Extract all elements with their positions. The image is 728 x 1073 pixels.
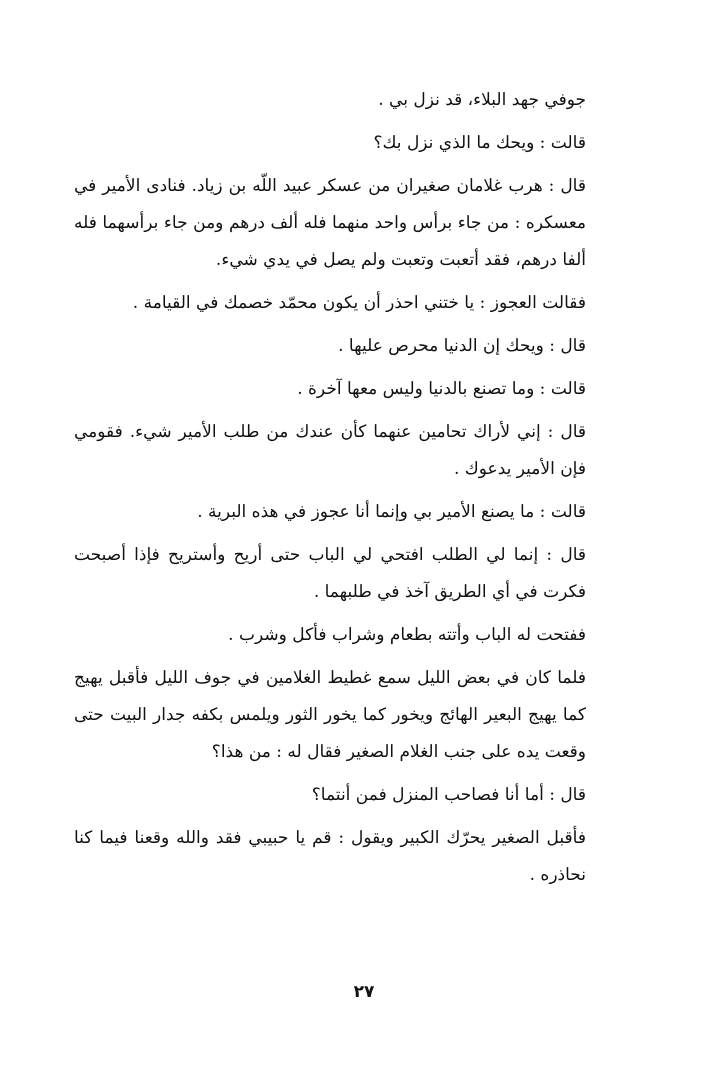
paragraph: فلما كان في بعض الليل سمع غطيط الغلامين في جوف الليل فأقبل يهيج كما يهيج البعير الهائج ويخور كما يخور الثور ويلمس بكفه جدار البيت حتى وقعت يده على جنب الغلام الصغير فقال له : من هذا؟ — [74, 668, 586, 762]
paragraph: قالت : وما تصنع بالدنيا وليس معها آخرة . — [297, 379, 586, 399]
page-number: ٢٧ — [353, 982, 375, 1002]
paragraph: فأقبل الصغير يحرّك الكبير ويقول : قم يا حبيبي فقد والله وقعنا فيما كنا نحاذره . — [74, 828, 586, 885]
paragraph: قال : ويحك إن الدنيا محرص عليها . — [338, 336, 586, 356]
paragraph: قال : هرب غلامان صغيران من عسكر عبيد اللّه بن زياد. فنادى الأمير في معسكره : من جاء برأس واحد منهما فله ألف درهم ومن جاء برأسهما فله ألفا درهم، فقد أتعبت وتعبت ولم يصل في يدي شيء. — [74, 176, 586, 270]
paragraph: قال : إني لأراك تحامين عنهما كأن عندك من طلب الأمير شيء. فقومي فإن الأمير يدعوك . — [74, 422, 586, 479]
paragraph: قال : أما أنا فصاحب المنزل فمن أنتما؟ — [311, 785, 586, 805]
paragraph: جوفي جهد البلاء، قد نزل بي . — [378, 90, 586, 110]
paragraph: قالت : ويحك ما الذي نزل بك؟ — [373, 133, 586, 153]
paragraph: قالت : ما يصنع الأمير بي وإنما أنا عجوز في هذه البرية . — [197, 502, 586, 522]
paragraph: قال : إنما لي الطلب افتحي لي الباب حتى أريح وأستريح فإذا أصبحت فكرت في أي الطريق آخذ في طلبهما . — [74, 545, 586, 602]
page-body-text — [74, 82, 586, 900]
paragraph: ففتحت له الباب وأتته بطعام وشراب فأكل وشرب . — [228, 625, 586, 645]
paragraph: فقالت العجوز : يا ختني احذر أن يكون محمّد خصمك في القيامة . — [132, 293, 586, 313]
